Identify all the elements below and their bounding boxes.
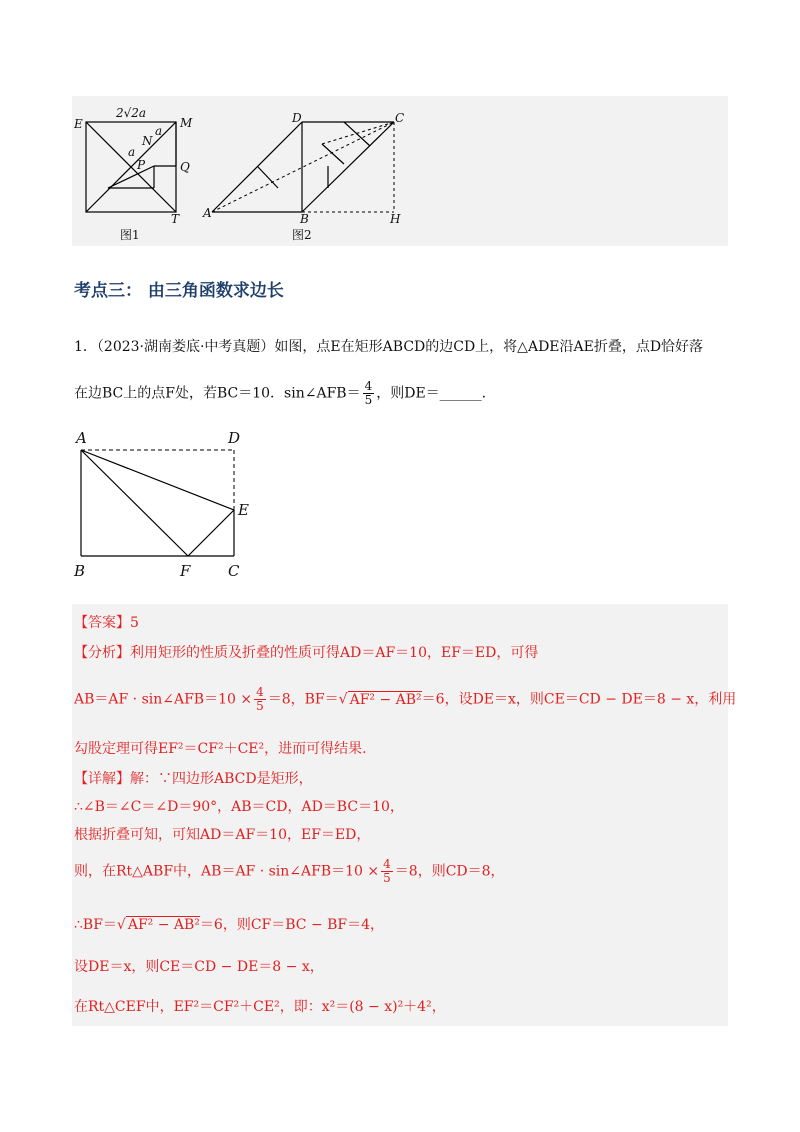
detail-line-2: ∴∠B＝∠C＝∠D＝90°，AB＝CD，AD＝BC＝10， <box>74 799 404 815</box>
label-B2: B <box>300 212 309 226</box>
analysis-conclusion-line: 勾股定理可得EF²＝CF²＋CE²，进而可得结果. <box>74 741 367 757</box>
label-a2: a <box>128 145 136 159</box>
caption-fig2: 图2 <box>292 228 312 242</box>
label-E: E <box>238 501 249 519</box>
label-H2: H <box>390 212 401 226</box>
question-line2: 在边BC上的点F处，若BC＝10．sin∠AFB＝ $\frac{4}{5}$ ，则DE＝______. <box>74 379 487 407</box>
label-B: B <box>74 562 86 580</box>
label-F: F <box>180 562 191 580</box>
detail-line-4: 则，在Rt△ABF中，AB＝AF · sin∠AFB＝10 × $\frac{4}{5}$ ＝8，则CD＝8， <box>74 857 505 885</box>
detail-line-1: 【详解】解：∵四边形ABCD是矩形， <box>74 771 313 787</box>
answer-line: 【答案】5 <box>74 615 139 631</box>
label-E1: E <box>74 117 83 131</box>
caption-fig1: 图1 <box>120 228 140 242</box>
label-P: P <box>137 158 146 172</box>
analysis-line: 【分析】利用矩形的性质及折叠的性质可得AD＝AF＝10，EF＝ED，可得 <box>74 645 539 661</box>
label-C: C <box>228 562 240 580</box>
question-line1: 1．（2023·湖南娄底·中考真题）如图，点E在矩形ABCD的边CD上，将△ADE沿AE折叠，点D恰好落 <box>74 339 704 355</box>
label-N: N <box>142 134 153 148</box>
detail-line-5: ∴BF＝√ AF² − AB²＝6，则CF＝BC − BF＝4， <box>74 917 385 933</box>
fraction-4-5: $\frac{4}{5}$ <box>364 379 373 407</box>
detail-line-3: 根据折叠可知，可知AD＝AF＝10，EF＝ED， <box>74 827 371 843</box>
label-A2: A <box>203 206 212 220</box>
label-M: M <box>180 116 193 130</box>
label-D: D <box>228 429 241 447</box>
detail-line-6: 设DE＝x，则CE＝CD − DE＝8 − x， <box>74 959 324 975</box>
label-Q: Q <box>180 160 190 174</box>
label-a1: a <box>155 124 163 138</box>
analysis-formula-line: AB＝AF · sin∠AFB＝10 × $\frac{4}{5}$ ＝8，BF＝√ AF² − AB²＝6，设DE＝x，则CE＝CD − DE＝8 − x，利用 <box>74 685 737 713</box>
label-A: A <box>76 429 87 447</box>
label-T: T <box>171 212 180 226</box>
label-D2: D <box>292 111 302 125</box>
detail-line-7: 在Rt△CEF中，EF²＝CF²＋CE²，即：x²＝(8 − x)²＋4²， <box>74 999 446 1015</box>
section-heading: 考点三： 由三角函数求边长 <box>74 281 284 301</box>
label-C2: C <box>395 111 405 125</box>
label-len: 2√2a <box>116 106 147 120</box>
